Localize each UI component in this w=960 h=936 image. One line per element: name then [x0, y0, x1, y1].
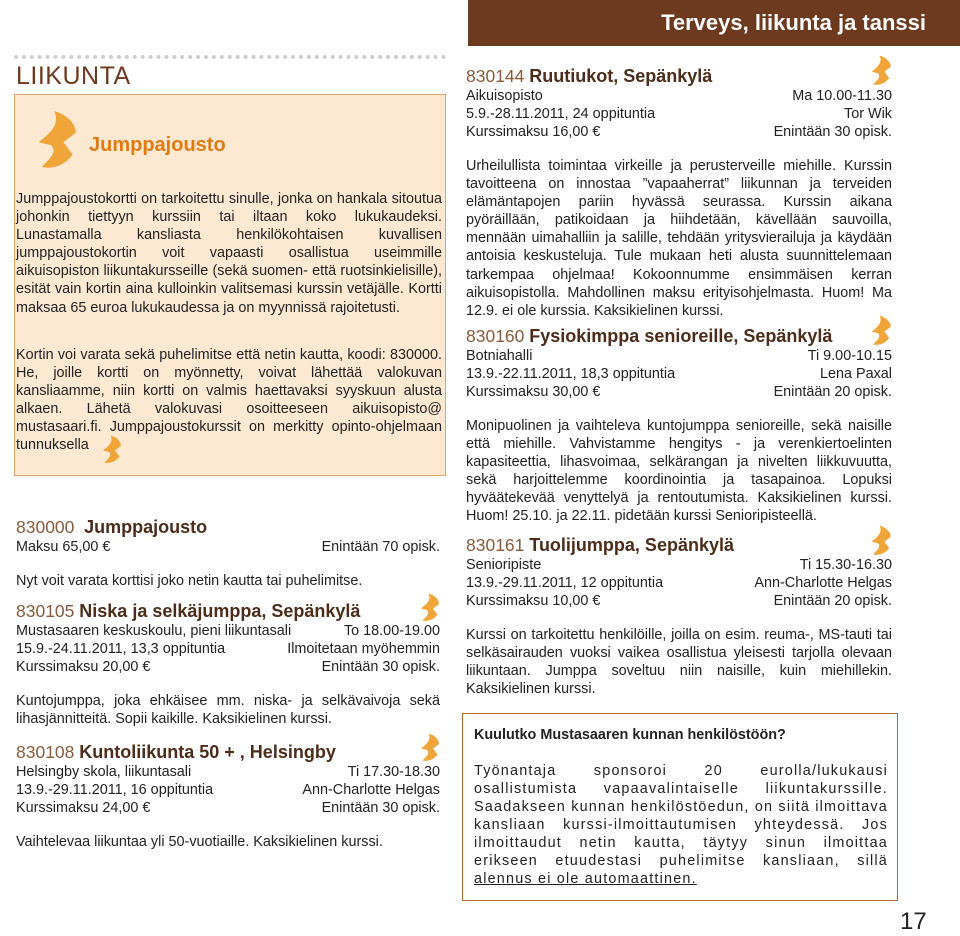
section-banner [468, 0, 960, 46]
course-row: 15.9.-24.11.2011, 13,3 oppituntia Ilmoitetaan myöhemmin [16, 641, 440, 657]
course-830161 [466, 535, 892, 698]
course-row: Mustasaaren keskuskoulu, pieni liikuntasali To 18.00-19.00 [16, 623, 440, 639]
course-830144 [466, 66, 892, 320]
course-row: Kurssimaksu 30,00 € Enintään 20 opisk. [466, 384, 892, 400]
dotted-divider [14, 55, 446, 59]
course-830000 [16, 517, 440, 590]
course-heading: 830105 Niska ja selkäjumppa, Sepänkylä [16, 601, 361, 621]
intro-paragraph-1: Jumppajoustokortti on tarkoitettu sinulle, jonka on hankala sitoutua johonkin tiettyyn kurssiin tai iltaan koko lukukaudeksi. Lunastamalla kansliasta henkilökohtaisen kuvallisen jumppajoustokortin voit vapaasti osallistua useimmille aikuisopiston liikuntakursseille (sekä suomen- että ruotsinkielisille), esität vain kortin aina kulloinkin valitsemasi kurssin vetäjälle. Kortti maksaa 65 euroa lukukaudessa ja on myynnissä rajoitetusti. [16, 191, 442, 316]
jumppajousto-logo-icon [94, 432, 124, 466]
page-number: 17 [900, 908, 927, 935]
course-row: Senioripiste Ti 15.30-16.30 [466, 557, 892, 573]
course-description: Kurssi on tarkoitettu henkilöille, joilla on esim. reuma-, MS-tauti tai selkäsairauden vuoksi vaikea osallistua yleisesti tarjolla olevaan liikuntaan. Jumppa soveltuu niin naisille, kuin miehillekin. Kaksikielinen kurssi. [466, 627, 892, 698]
course-row: 13.9.-29.11.2011, 12 oppituntia Ann-Charlotte Helgas [466, 575, 892, 591]
course-row: Kurssimaksu 10,00 € Enintään 20 opisk. [466, 593, 892, 609]
course-row: Maksu 65,00 € Enintään 70 opisk. [16, 539, 440, 555]
course-description: Nyt voit varata korttisi joko netin kautta tai puhelimitse. [16, 573, 363, 589]
course-description: Monipuolinen ja vaihteleva kuntojumppa senioreille, sekä naisille että miehille. Vahvistamme hengitys - ja verenkiertoelinten kapasiteettia, lihasvoimaa, selkärangan ja nivelten liikkuvuutta, sekä harjoittelemme koordinointia ja tasapainoa. Lopuksi hyväätekevää venyttelyä ja rentoutumista. Kaksikielinen kurssi. Huom! 25.10. ja 22.11. pidetään kurssi Senioripisteellä. [466, 418, 892, 525]
course-heading: 830160 Fysiokimppa senioreille, Sepänkylä [466, 326, 833, 346]
course-heading: 830108 Kuntoliikunta 50 + , Helsingby [16, 742, 336, 762]
course-830105 [16, 601, 440, 728]
course-row: Helsingby skola, liikuntasali Ti 17.30-18.30 [16, 764, 440, 780]
course-row: Kurssimaksu 16,00 € Enintään 30 opisk. [466, 124, 892, 140]
jumppajousto-logo-icon [20, 100, 82, 178]
staff-info-title: Kuulutko Mustasaaren kunnan henkilöstöön? [474, 727, 786, 743]
course-heading: 830000 Jumppajousto [16, 517, 208, 537]
course-row: 13.9.-22.11.2011, 18,3 oppituntia Lena Paxal [466, 366, 892, 382]
course-row: Botniahalli Ti 9.00-10.15 [466, 348, 892, 364]
course-description: Urheilullista toimintaa virkeille ja perusterveille miehille. Kurssin tavoitteena on innostaa ”vapaaherrat” liikunnan ja terveiden elämäntapojen pariin hyvässä seurassa. Kurssin aikana pyöräillään, patikoidaan ja hiihdetään, kävellään sauvoilla, mennään uimahalliin ja salille, tehdään yritysvierailuja ja käydään antoisia keskusteluja. Tule mukaan heti alusta suunnittelemaan tarkempaa ohjelmaa! Kokoonnumme ensimmäisen kerran aikuisopistolla. Mahdollinen maksu erityisohjelmasta. Huom! Ma 12.9. ei ole kurssia. Kaksikielinen kurssi. [466, 158, 892, 319]
page-title: LIIKUNTA [16, 62, 131, 90]
course-row: Aikuisopisto Ma 10.00-11.30 [466, 88, 892, 104]
course-830160 [466, 326, 892, 526]
staff-info-underlined: alennus ei ole automaattinen. [474, 871, 697, 887]
course-heading: 830144 Ruutiukot, Sepänkylä [466, 66, 713, 86]
course-description: Kuntojumppa, joka ehkäisee mm. niska- ja selkävaivoja sekä lihasjännitteitä. Sopii kaikille. Kaksikielinen kurssi. [16, 693, 440, 728]
intro-paragraph-2: Kortin voi varata sekä puhelimitse että netin kautta, koodi: 830000. He, joille kortti on myönnetty, voivat lähettää valokuvan kansliaamme, niin kortti on valmis haettavaksi syyskuun alusta alkaen. Lähetä valokuvasi osoitteeseen aikuisopisto@ mustasaari.fi. Jumppajoustokurssit on merkitty opinto-ohjelmaan tunnuksella [16, 347, 442, 454]
course-row: 13.9.-29.11.2011, 16 oppituntia Ann-Charlotte Helgas [16, 782, 440, 798]
course-830108 [16, 742, 440, 851]
course-row: Kurssimaksu 24,00 € Enintään 30 opisk. [16, 800, 440, 816]
course-row: Kurssimaksu 20,00 € Enintään 30 opisk. [16, 659, 440, 675]
course-heading: 830161 Tuolijumppa, Sepänkylä [466, 535, 734, 555]
course-description: Vaihtelevaa liikuntaa yli 50-vuotiaille. Kaksikielinen kurssi. [16, 834, 383, 850]
course-row: 5.9.-28.11.2011, 24 oppituntia Tor Wik [466, 106, 892, 122]
intro-title: Jumppajousto [89, 134, 226, 156]
banner-title: Terveys, liikunta ja tanssi [661, 10, 926, 35]
staff-info-text: Työnantaja sponsoroi 20 eurolla/lukukausi osallistumista vapaavalintaiselle liikuntakurssille. Saadakseen kunnan henkilöstöedun, on siitä ilmoittava kansliaan kurssi-ilmoittautumisen yhteydessä. Jos ilmoittaudut netin kautta, täytyy sinun ilmoittaa erikseen etuudestasi puhelimitse kansliaan, sillä alennus ei ole automaattinen. [474, 763, 889, 887]
